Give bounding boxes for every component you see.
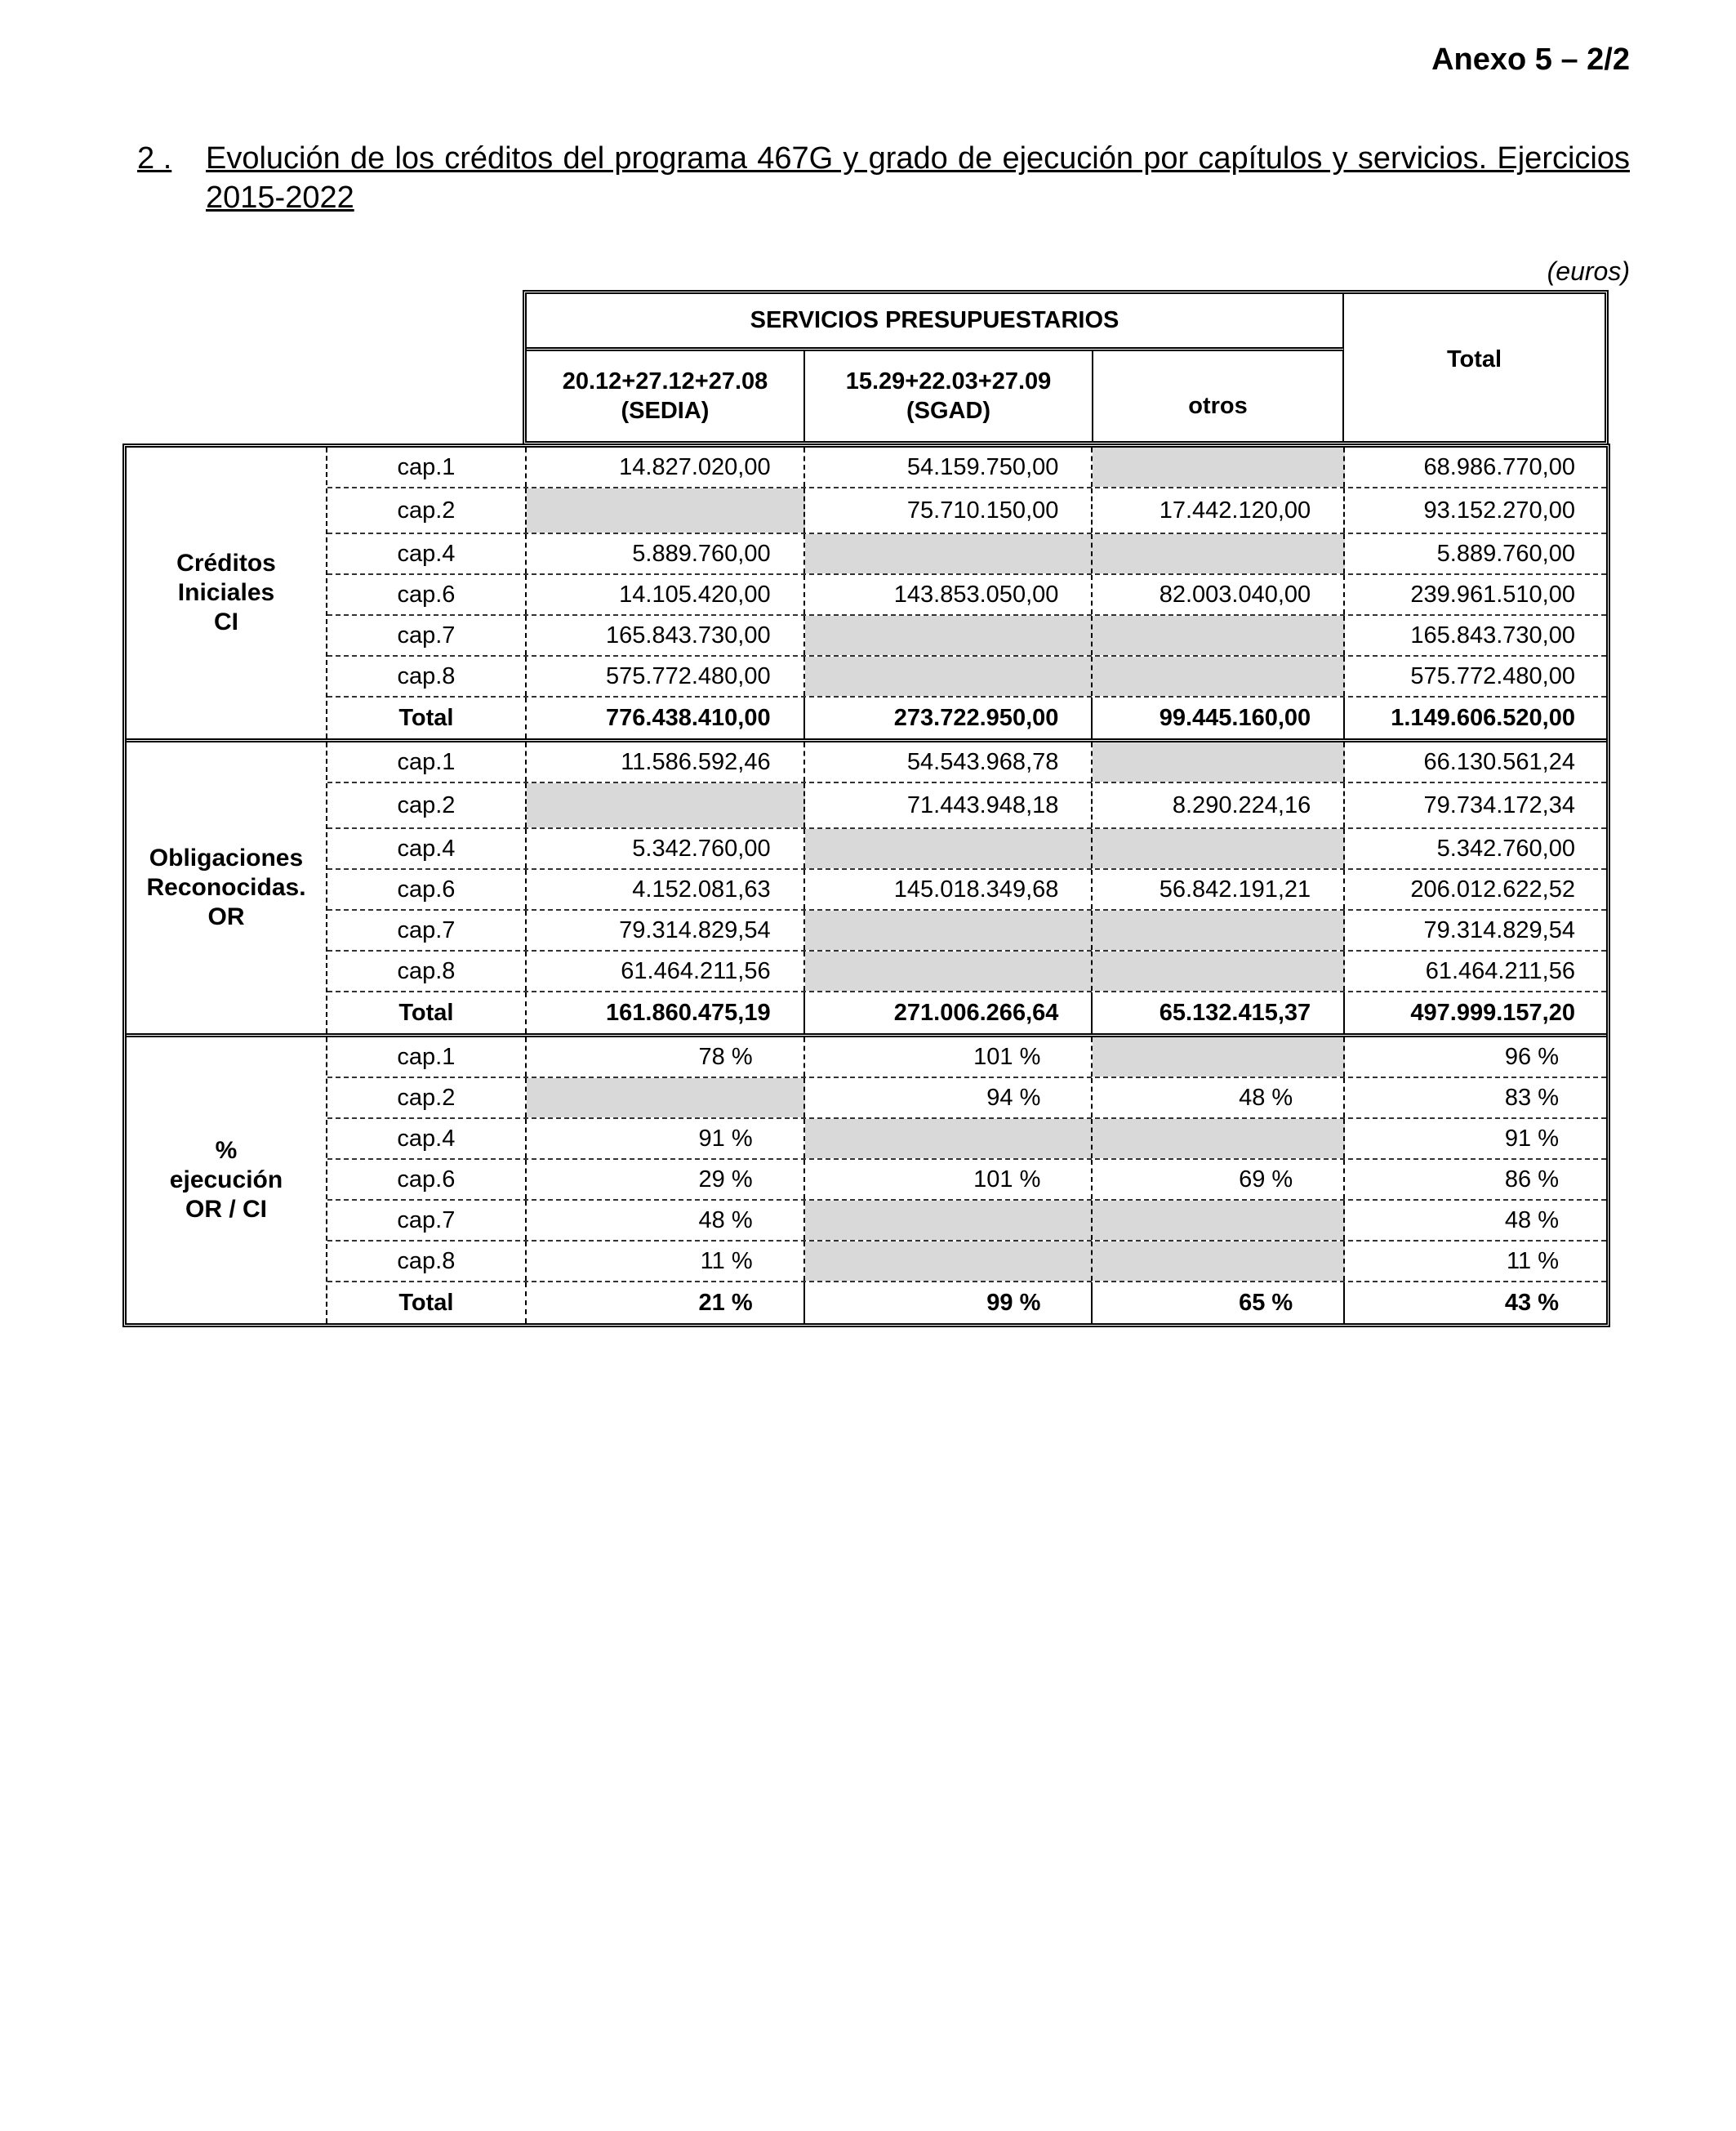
cell-cap: cap.6 [327,870,527,909]
cell-sedia: 61.464.211,56 [527,952,805,991]
cell-sedia: 4.152.081,63 [527,870,805,909]
cell-cap: cap.7 [327,1201,527,1240]
section-label-line: CI [214,609,238,635]
cell-cap: cap.6 [327,1160,527,1199]
cell-sedia [527,783,805,827]
cell-total: 93.152.270,00 [1423,497,1575,524]
header-col-sedia [527,351,805,441]
cell-total: 91 % [1504,1125,1559,1152]
cell-sedia: 161.860.475,19 [527,992,805,1033]
cell-otros: 17.442.120,00 [1093,488,1345,533]
cell-cap: cap.2 [327,783,527,827]
table-row [327,911,1606,952]
cell-total: 5.342.760,00 [1436,835,1575,862]
cell-sgad [805,1242,1093,1281]
cell-otros: 99.445.160,00 [1093,698,1345,738]
header-col-sgad [805,351,1093,441]
cell-sedia: 11 % [527,1242,805,1281]
table-row [327,1078,1606,1119]
cell-cap: Total [327,1282,527,1323]
table-row [327,1201,1606,1242]
cell-sedia: 11.586.592,46 [527,742,805,782]
section-label [127,742,327,1033]
cell-cap: cap.2 [327,488,527,533]
cell-sgad [805,1201,1093,1240]
cell-sgad [805,952,1093,991]
cell-otros [1093,1037,1345,1077]
cell-cap: cap.1 [327,1037,527,1077]
section-label-line: Iniciales [177,579,275,606]
cell-total: 497.999.157,20 [1410,999,1575,1026]
cell-total: 43 % [1504,1289,1559,1316]
cell-sgad: 143.853.050,00 [805,575,1093,614]
cell-otros: 69 % [1093,1160,1345,1199]
table-row [327,1119,1606,1160]
cell-cap: cap.6 [327,575,527,614]
header-col-sgad-name: (SGAD) [906,398,991,424]
cell-total: 206.012.622,52 [1410,876,1575,903]
cell-otros [1093,448,1345,487]
cell-otros [1093,911,1345,950]
section-rows [327,1037,1606,1323]
table-row [327,870,1606,911]
table-row [327,783,1606,829]
cell-sedia: 91 % [527,1119,805,1158]
section-label-line: OR [207,903,245,930]
cell-otros [1093,1201,1345,1240]
section-porcentaje-ejecucion [127,1037,1606,1323]
cell-otros: 8.290.224,16 [1093,783,1345,827]
header-servicios-presupuestarios: SERVICIOS PRESUPUESTARIOS [527,294,1344,351]
section-label-line: Créditos [176,550,276,577]
table-header [523,290,1609,445]
cell-sgad: 71.443.948,18 [805,783,1093,827]
cell-cap: cap.4 [327,534,527,573]
cell-total: 575.772.480,00 [1410,662,1575,689]
cell-otros [1093,829,1345,868]
table-row [327,575,1606,616]
table-row [327,742,1606,783]
cell-otros [1093,534,1345,573]
cell-total: 83 % [1504,1084,1559,1111]
section-label-line: % [215,1137,238,1164]
cell-sgad [805,657,1093,696]
heading-text: Evolución de los créditos del programa 467G y grado de ejecución por capítulos y servicios. Ejercicios 2015-2022 [206,141,1630,215]
header-col-sedia-name: (SEDIA) [621,398,710,424]
cell-cap: cap.4 [327,1119,527,1158]
cell-total: 5.889.760,00 [1436,540,1575,567]
cell-otros [1093,657,1345,696]
section-label [127,448,327,738]
cell-total: 1.149.606.520,00 [1391,704,1575,731]
table-row [327,657,1606,698]
cell-sedia [527,488,805,533]
cell-otros: 56.842.191,21 [1093,870,1345,909]
cell-total: 96 % [1504,1043,1559,1070]
header-col-total: Total [1446,346,1502,372]
cell-sgad [805,534,1093,573]
cell-cap: cap.8 [327,657,527,696]
cell-sedia: 776.438.410,00 [527,698,805,738]
table-row-total [327,1282,1606,1323]
cell-total: 68.986.770,00 [1423,453,1575,480]
table-row [327,1160,1606,1201]
header-col-sgad-code: 15.29+22.03+27.09 [845,368,1052,395]
section-label-line: Obligaciones [149,845,304,872]
table-row [327,1037,1606,1078]
cell-sgad: 145.018.349,68 [805,870,1093,909]
header-col-otros: otros [1093,351,1344,441]
cell-sgad: 75.710.150,00 [805,488,1093,533]
cell-sgad: 54.543.968,78 [805,742,1093,782]
cell-total: 165.843.730,00 [1410,622,1575,649]
heading-number: 2 . [137,141,172,176]
cell-sgad: 101 % [805,1160,1093,1199]
cell-sedia: 78 % [527,1037,805,1077]
cell-otros: 48 % [1093,1078,1345,1117]
cell-cap: cap.7 [327,911,527,950]
cell-sedia: 5.342.760,00 [527,829,805,868]
table-row [327,1242,1606,1282]
cell-sgad: 54.159.750,00 [805,448,1093,487]
section-heading [137,139,1630,217]
section-label-line: Reconocidas. [146,874,306,901]
cell-cap: cap.8 [327,1242,527,1281]
table-row [327,448,1606,488]
section-label [127,1037,327,1323]
cell-cap: cap.8 [327,952,527,991]
cell-cap: cap.1 [327,742,527,782]
cell-total: 11 % [1507,1247,1559,1274]
cell-sedia [527,1078,805,1117]
cell-total: 79.314.829,54 [1423,916,1575,943]
cell-cap: cap.1 [327,448,527,487]
cell-sgad: 99 % [805,1282,1093,1323]
cell-otros: 82.003.040,00 [1093,575,1345,614]
section-rows [327,448,1606,738]
section-creditos-iniciales [127,448,1606,742]
cell-otros [1093,952,1345,991]
cell-sedia: 79.314.829,54 [527,911,805,950]
header-col-sedia-code: 20.12+27.12+27.08 [562,368,768,395]
cell-cap: Total [327,698,527,738]
cell-cap: cap.7 [327,616,527,655]
cell-sgad [805,1119,1093,1158]
cell-sedia: 29 % [527,1160,805,1199]
cell-cap: Total [327,992,527,1033]
cell-sedia: 14.827.020,00 [527,448,805,487]
cell-cap: cap.4 [327,829,527,868]
section-label-line: ejecución [169,1166,283,1193]
table-row-total [327,698,1606,738]
cell-otros: 65.132.415,37 [1093,992,1345,1033]
cell-total: 48 % [1504,1206,1559,1233]
table-row [327,488,1606,534]
table-row [327,534,1606,575]
annex-label: Anexo 5 – 2/2 [1431,42,1630,77]
table-row [327,952,1606,992]
cell-otros [1093,616,1345,655]
cell-sedia: 21 % [527,1282,805,1323]
cell-sgad: 101 % [805,1037,1093,1077]
cell-sgad: 94 % [805,1078,1093,1117]
cell-sgad [805,829,1093,868]
cell-sgad: 273.722.950,00 [805,698,1093,738]
table-row [327,829,1606,870]
cell-total: 239.961.510,00 [1410,581,1575,608]
section-rows [327,742,1606,1033]
cell-total: 86 % [1504,1166,1559,1193]
cell-sgad [805,616,1093,655]
cell-otros [1093,1242,1345,1281]
section-obligaciones-reconocidas [127,742,1606,1037]
units-label: (euros) [1547,256,1630,286]
cell-sedia: 48 % [527,1201,805,1240]
table-row-total [327,992,1606,1033]
cell-total: 61.464.211,56 [1425,957,1575,984]
cell-sedia: 5.889.760,00 [527,534,805,573]
cell-otros: 65 % [1093,1282,1345,1323]
cell-sedia: 14.105.420,00 [527,575,805,614]
cell-cap: cap.2 [327,1078,527,1117]
cell-sedia: 575.772.480,00 [527,657,805,696]
cell-sedia: 165.843.730,00 [527,616,805,655]
table-row [327,616,1606,657]
cell-total: 79.734.172,34 [1423,791,1575,818]
data-table [122,444,1610,1327]
cell-sgad [805,911,1093,950]
section-label-line: OR / CI [185,1196,267,1223]
cell-sgad: 271.006.266,64 [805,992,1093,1033]
cell-total: 66.130.561,24 [1423,748,1575,775]
cell-otros [1093,1119,1345,1158]
cell-otros [1093,742,1345,782]
